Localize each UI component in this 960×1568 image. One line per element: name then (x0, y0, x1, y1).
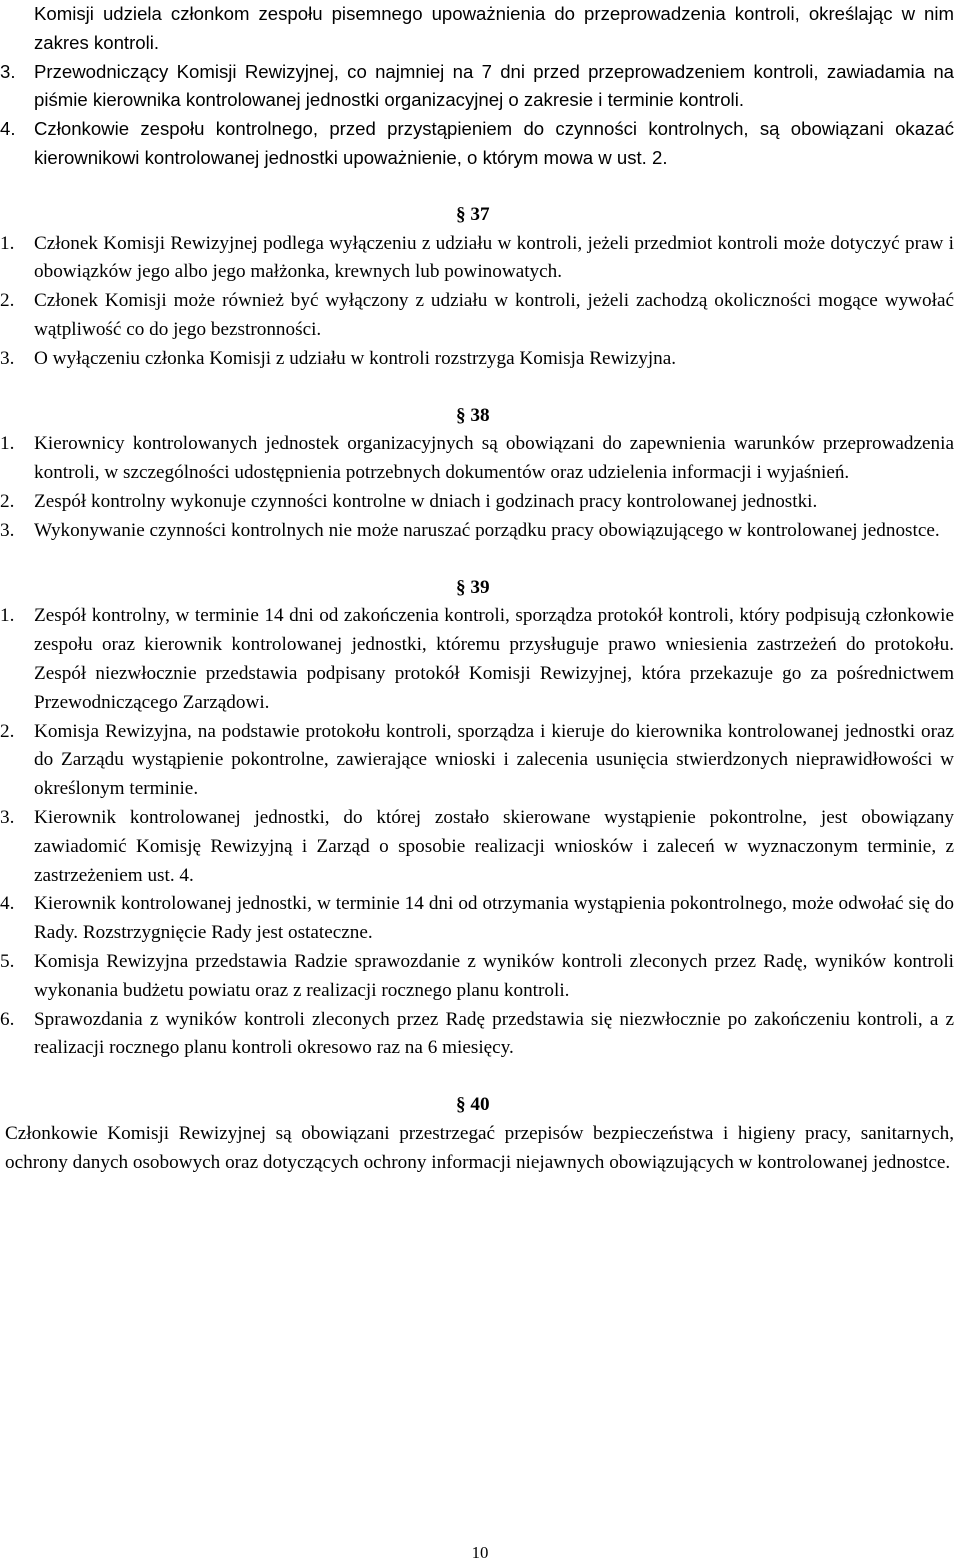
item-text: Kierownicy kontrolowanych jednostek organizacyjnych są obowiązani do zapewnienia warunków przeprowadzenia kontroli, w szczególności udostępnienia potrzebnych dokumentów oraz udzielenia informacji i wyjaśnień. (34, 433, 954, 484)
item-text: Członkowie zespołu kontrolnego, przed przystąpieniem do czynności kontrolnych, są obowiązani okazać kierownikowi kontrolowanej jednostki upoważnienie, o którym mowa w ust. 2. (34, 118, 954, 168)
section-heading (34, 574, 954, 603)
item-number: 3. (0, 806, 15, 828)
section-number: 40 (470, 1094, 490, 1116)
item-number: 1. (0, 605, 15, 627)
list-item (0, 948, 954, 1006)
item-text: Komisja Rewizyjna, na podstawie protokołu kontroli, sporządza i kieruje do kierownika kontrolowanej jednostki oraz do Zarządu wystąpienie pokontrolne, zawierające wnioski i zalecenia usunięcia stwierdzonych nieprawidłowości w określonym terminie. (34, 720, 954, 800)
section-symbol: § (456, 1094, 466, 1116)
item-text: Komisji udziela członkom zespołu pisemnego upoważnienia do przeprowadzenia kontroli, określając w nim zakres kontroli. (34, 3, 954, 53)
item-number: 1. (0, 433, 15, 455)
item-number: 4. (0, 118, 16, 140)
list-item (34, 0, 954, 58)
list-item (0, 345, 954, 374)
item-text: Członek Komisji może również być wyłączony z udziału w kontroli, jeżeli zachodzą okoliczności mogące wywołać wątpliwość co do jego bezstronności. (34, 290, 954, 340)
item-number: 2. (0, 490, 15, 512)
item-number: 5. (0, 950, 15, 972)
section-number: 38 (470, 404, 490, 426)
list-item (0, 890, 954, 948)
item-number: 3. (0, 519, 15, 541)
section-symbol: § (456, 576, 466, 598)
item-number: 2. (0, 290, 15, 312)
item-text: Zespół kontrolny, w terminie 14 dni od zakończenia kontroli, sporządza protokół kontroli, który podpisują członkowie zespołu oraz kierownik kontrolowanej jednostki, któremu przysługuje prawo wniesienia zastrzeżeń do protokołu. Zespół niezwłocznie przedstawia podpisany protokół Komisji Rewizyjnej, która przekazuje go za pośrednictwem Przewodniczącego Zarządowi. (34, 605, 954, 713)
list-item (0, 517, 954, 546)
section-39 (0, 574, 954, 1064)
section-number: 39 (470, 576, 490, 598)
item-text: O wyłączeniu członka Komisji z udziału w kontroli rozstrzyga Komisja Rewizyjna. (34, 347, 677, 369)
section-37 (0, 201, 954, 374)
item-text: Kierownik kontrolowanej jednostki, do której zostało skierowane wystąpienie pokontrolne, jest obowiązany zawiadomić Komisję Rewizyjną i Zarząd o sposobie realizacji wniosków i zaleceń w wyznaczonym terminie, z zastrzeżeniem ust. 4. (34, 806, 954, 886)
item-text: Wykonywanie czynności kontrolnych nie może naruszać porządku pracy obowiązującego w kontrolowanej jednostce. (34, 519, 940, 541)
list-item (0, 718, 954, 804)
item-text: Sprawozdania z wyników kontroli zleconych przez Radę przedstawia się niezwłocznie po zakończeniu kontroli, a z realizacji rocznego planu kontroli okresowo raz na 6 miesięcy. (34, 1008, 954, 1059)
page-number: 10 (471, 1543, 489, 1562)
section-paragraph: Członkowie Komisji Rewizyjnej są obowiązani przestrzegać przepisów bezpieczeństwa i higieny pracy, sanitarnych, ochrony danych osobowych oraz dotyczących ochrony informacji niejawnych obowiązujących w kontrolowanej jednostce. (5, 1122, 954, 1173)
item-number: 4. (0, 893, 15, 915)
item-text: Komisja Rewizyjna przedstawia Radzie sprawozdanie z wyników kontroli zleconych przez Radę, wyników kontroli wykonania budżetu powiatu oraz z realizacji rocznego planu kontroli. (34, 950, 954, 1001)
list-item (0, 230, 954, 288)
section-38 (0, 402, 954, 546)
item-text: Kierownik kontrolowanej jednostki, w terminie 14 dni od otrzymania wystąpienia pokontrolnego, może odwołać się do Rady. Rozstrzygnięcie Rady jest ostateczne. (34, 893, 954, 944)
section-number: 37 (470, 203, 490, 225)
item-number: 2. (0, 720, 15, 742)
list-item (0, 115, 954, 173)
list-item (0, 804, 954, 890)
item-number: 6. (0, 1008, 15, 1030)
list-item (0, 1006, 954, 1064)
list-item (0, 602, 954, 717)
intro-block (0, 0, 954, 173)
item-number: 3. (0, 347, 15, 369)
item-number: 3. (0, 60, 16, 82)
list-item (0, 430, 954, 488)
item-number: 1. (0, 232, 15, 254)
section-heading (34, 402, 954, 431)
item-text: Członek Komisji Rewizyjnej podlega wyłączeniu z udziału w kontroli, jeżeli przedmiot kontroli może dotyczyć praw i obowiązków jego albo jego małżonka, krewnych lub powinowatych. (34, 232, 954, 283)
item-text: Zespół kontrolny wykonuje czynności kontrolne w dniach i godzinach pracy kontrolowanej jednostki. (34, 490, 818, 512)
section-40 (5, 1091, 954, 1177)
section-symbol: § (456, 404, 466, 426)
section-heading (34, 201, 954, 230)
list-item (0, 287, 954, 345)
list-item (0, 488, 954, 517)
section-symbol: § (456, 203, 466, 225)
list-item (0, 58, 954, 116)
section-heading (34, 1091, 954, 1120)
item-text: Przewodniczący Komisji Rewizyjnej, co najmniej na 7 dni przed przeprowadzeniem kontroli, zawiadamia na piśmie kierownika kontrolowanej jednostki organizacyjnej o zakresie i terminie kontroli. (34, 60, 954, 111)
